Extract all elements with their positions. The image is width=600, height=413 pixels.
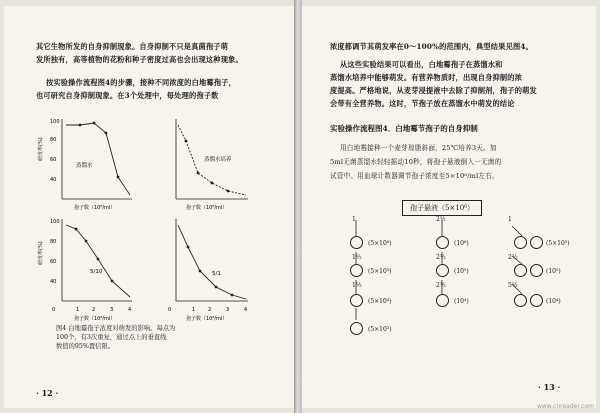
bl-y-tick-80: 80	[50, 239, 57, 245]
br-x-tick-4: 4	[244, 307, 248, 313]
left-para-2-line-2: 也可研究自身抑制现象。在3个处理中，每处理的孢子数	[36, 91, 219, 100]
tl-y-tick-80: 80	[50, 137, 57, 143]
col1-amount-4: (5×10³)	[368, 326, 392, 333]
bl-x-tick-3: 3	[110, 307, 114, 313]
bl-y-tick-40: 40	[50, 279, 57, 285]
col1-step-2: 1½	[352, 254, 362, 261]
col1-step-1: 1	[352, 216, 356, 223]
chart-distilled-culture	[176, 119, 248, 211]
chart-five-tenths	[37, 219, 132, 321]
col2-step-3: 2½	[436, 282, 446, 289]
left-para-1-line-1: 其它生物所发的自身抑制现象。自身抑制不只是真菌孢子萌	[36, 42, 229, 51]
col1-step-3: 1½	[352, 282, 362, 289]
bl-x-tick-0: 0	[52, 307, 56, 313]
tube-c2-3	[436, 294, 449, 307]
tube-c3-2a	[514, 264, 527, 277]
tube-c2-2	[436, 264, 449, 277]
br-x-tick-0: 0	[168, 307, 172, 313]
tube-c2-1	[436, 236, 449, 249]
tl-xlabel: 孢子数（10⁶/ml）	[74, 205, 116, 211]
procedure-heading: 实验操作流程图4．白地霉节孢子的自身抑制	[330, 124, 478, 133]
col3-step-1: 1	[508, 216, 512, 223]
right-page	[302, 6, 596, 408]
tube-c1-2	[350, 264, 363, 277]
chart-distilled-water	[37, 119, 132, 211]
bl-x-tick-4: 4	[128, 307, 132, 313]
col2-amount-3: (10⁴)	[454, 298, 469, 305]
bl-ylabel: 萌发率(%)	[38, 241, 44, 265]
right-page-number: · 13 ·	[538, 382, 561, 392]
tl-y-tick-60: 60	[50, 157, 57, 163]
tl-y-tick-100: 100	[50, 119, 60, 125]
watermark: www.cnreader.com	[536, 403, 594, 410]
br-x-tick-1: 1	[192, 307, 196, 313]
tube-c3-2b	[530, 264, 543, 277]
book-gutter	[294, 0, 302, 413]
tl-series-label: 蒸馏水	[76, 163, 93, 169]
col1-amount-1: (5×10⁶)	[368, 240, 392, 247]
col1-amount-3: (5×10⁴)	[368, 298, 392, 305]
right-para-2-line-4: 会带有全营养物。这时，节孢子放在蒸馏水中萌发的结论	[330, 99, 515, 108]
col2-amount-2: (10⁵)	[454, 268, 469, 275]
br-xlabel: 孢子数（10⁶/ml）	[186, 316, 228, 321]
left-page-number: · 12 ·	[36, 388, 59, 398]
left-para-2-line-1: 按实验操作流程图4的步骤，接种不同浓度的白地霉孢子，	[46, 78, 236, 87]
col2-step-1: 2½	[436, 216, 446, 223]
tl-ylabel: 萌发率(%)	[38, 137, 44, 161]
bl-xlabel: 孢子数（10⁶/ml）	[74, 316, 116, 321]
left-page	[4, 6, 294, 408]
tube-c1-3	[350, 294, 363, 307]
tube-c3-1b	[530, 236, 543, 249]
right-para-2-line-1: 从这些实验结果可以看出，白地霉孢子在蒸馏水和	[340, 60, 503, 69]
procedure-line-1: 用白地霉接种一个麦芽琼脂斜面，25℃培养3天。加	[340, 144, 497, 152]
bl-x-tick-1: 1	[76, 307, 80, 313]
tr-series-label: 蒸馏水培养	[204, 157, 232, 163]
bl-x-tick-2: 2	[92, 307, 96, 313]
right-para-1: 浓度都调节其萌发率在0～100%的范围内，典型结果见图4。	[330, 42, 533, 51]
right-para-2-line-3: 度提高。严格地说，从麦芽浸提液中去除了抑制剂，孢子的萌发	[330, 86, 537, 95]
col3-step-2: 2½	[508, 254, 518, 261]
tube-c1-4	[350, 322, 363, 335]
germination-charts	[36, 111, 276, 321]
col2-step-2: 2½	[436, 254, 446, 261]
tube-c3-3b	[530, 294, 543, 307]
procedure-line-3: 试管中。用血球计数器调节孢子浓度至5×10⁶/ml左右。	[330, 172, 499, 180]
bl-y-tick-60: 60	[50, 259, 57, 265]
tube-c1-1	[350, 236, 363, 249]
bl-series-label: 5/10	[90, 269, 103, 275]
tl-y-tick-40: 40	[50, 177, 57, 183]
col3-amount-3: (10⁴)	[546, 298, 561, 305]
bl-y-tick-100: 100	[50, 219, 60, 225]
left-para-1-line-2: 发所独有，高等植物的花粉和种子密度过高也会出现这种现象。	[36, 55, 243, 64]
figure-caption	[56, 324, 271, 351]
br-series-label: 5/1	[212, 271, 221, 277]
col3-step-3: 5½	[508, 282, 518, 289]
chart-five-ones	[168, 219, 248, 321]
tube-c3-1a	[514, 236, 527, 249]
br-x-tick-3: 3	[226, 307, 230, 313]
col3-amount-1: (5×10⁵)	[546, 240, 570, 247]
br-x-tick-2: 2	[208, 307, 212, 313]
right-para-2-line-2: 蒸馏水培养中能够萌发。有营养物质时，出现自身抑制的浓	[330, 73, 523, 82]
col1-amount-2: (5×10⁵)	[368, 268, 392, 275]
caption-line-2: 100个，有3次重复，通过点上的垂直线	[56, 334, 167, 341]
col2-amount-1: (10⁶)	[454, 240, 469, 247]
caption-line-3: 数值的95%置信限。	[56, 343, 115, 350]
procedure-line-2: 5ml无菌蒸馏水轻轻摇动10秒，将孢子悬液倒入一无菌的	[330, 158, 502, 166]
col3-amount-2: (10⁵)	[546, 268, 561, 275]
spore-suspension-box: 孢子悬液（5×10⁶）	[402, 200, 482, 216]
tr-xlabel: 孢子数（10⁶/ml）	[186, 205, 228, 211]
caption-line-1: 图4 白地霉孢子浓度对萌发的影响。每点为	[56, 325, 176, 332]
tube-c3-3a	[514, 294, 527, 307]
